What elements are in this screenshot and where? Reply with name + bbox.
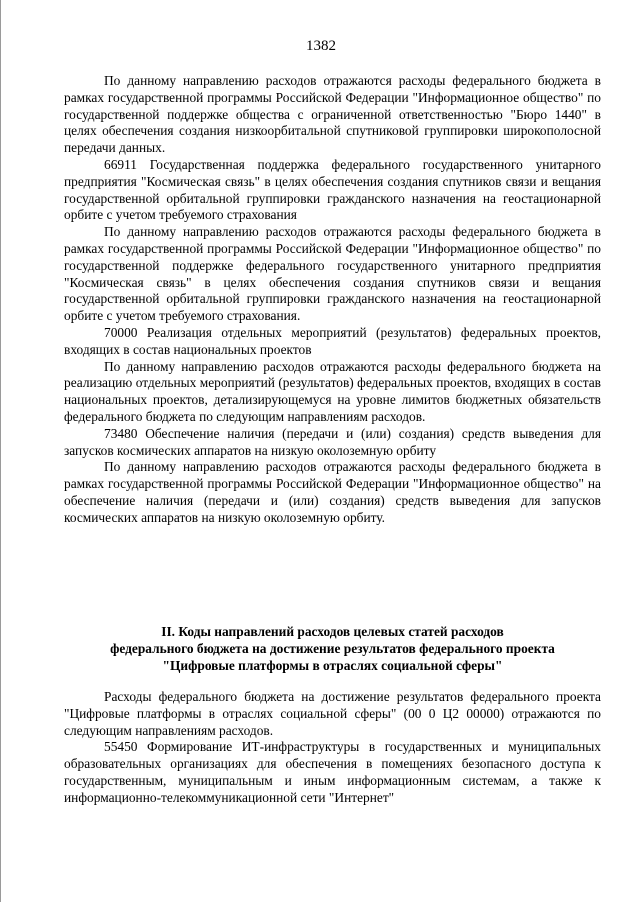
paragraph: 66911 Государственная поддержка федерального государственного унитарного предприятия "Космическая связь" в целях обеспечения создания спутников связи и вещания государственной орбитальной группировки гражданского назначения на геостационарной орбите с учетом требуемого страхования [64, 156, 601, 223]
body-text-bottom [64, 689, 601, 807]
paragraph: 55450 Формирование ИТ-инфраструктуры в государственных и муниципальных образовательных организациях для обеспечения в помещениях безопасного доступа к государственным, муниципальным и иным информационным системам, а также к информационно-телекоммуникационной сети "Интернет" [64, 739, 601, 805]
section-heading-line: II. Коды направлений расходов целевых статей расходов [161, 624, 504, 639]
paragraph: Расходы федерального бюджета на достижение результатов федерального проекта "Цифровые платформы в отраслях социальной сферы" (00 0 Ц2 00000) отражаются по следующим направлениям расходов. [64, 689, 601, 738]
section-heading [64, 624, 601, 674]
body-text-top [64, 73, 601, 527]
page-number: 1382 [306, 38, 336, 54]
paragraph: 70000 Реализация отдельных мероприятий (результатов) федеральных проектов, входящих в состав национальных проектов [64, 324, 601, 357]
paragraph: По данному направлению расходов отражаются расходы федерального бюджета в рамках государственной программы Российской Федерации "Информационное общество" по государственной поддержке общества с ограниченной ответственностью "Бюро 1440" в целях обеспечения создания низкоорбитальной спутниковой группировки широкополосной передачи данных. [64, 73, 601, 156]
section-heading-line: федерального бюджета на достижение результатов федерального проекта [110, 640, 555, 656]
paragraph: По данному направлению расходов отражаются расходы федерального бюджета на реализацию отдельных мероприятий (результатов) федеральных проектов, входящих в состав национальных проектов, детализирующемуся на уровне лимитов бюджетных обязательств федерального бюджета по следующим направлениям расходов. [64, 358, 601, 424]
paragraph: По данному направлению расходов отражаются расходы федерального бюджета в рамках государственной программы Российской Федерации "Информационное общество" на обеспечение наличия (передачи и (или) создания) средств выведения для запусков космических аппаратов на низкую околоземную орбиту. [64, 459, 601, 525]
paragraph: По данному направлению расходов отражаются расходы федерального бюджета в рамках государственной программы Российской Федерации "Информационное общество" по государственной поддержке федерального государственного унитарного предприятия "Космическая связь" в целях обеспечения создания спутников связи и вещания государственной орбитальной группировки гражданского назначения на геостационарной орбите с учетом требуемого страхования. [64, 224, 601, 324]
section-heading-line: "Цифровые платформы в отраслях социальной сферы" [162, 657, 503, 673]
paragraph: 73480 Обеспечение наличия (передачи и (или) создания) средств выведения для запусков космических аппаратов на низкую околоземную орбиту [64, 425, 601, 458]
